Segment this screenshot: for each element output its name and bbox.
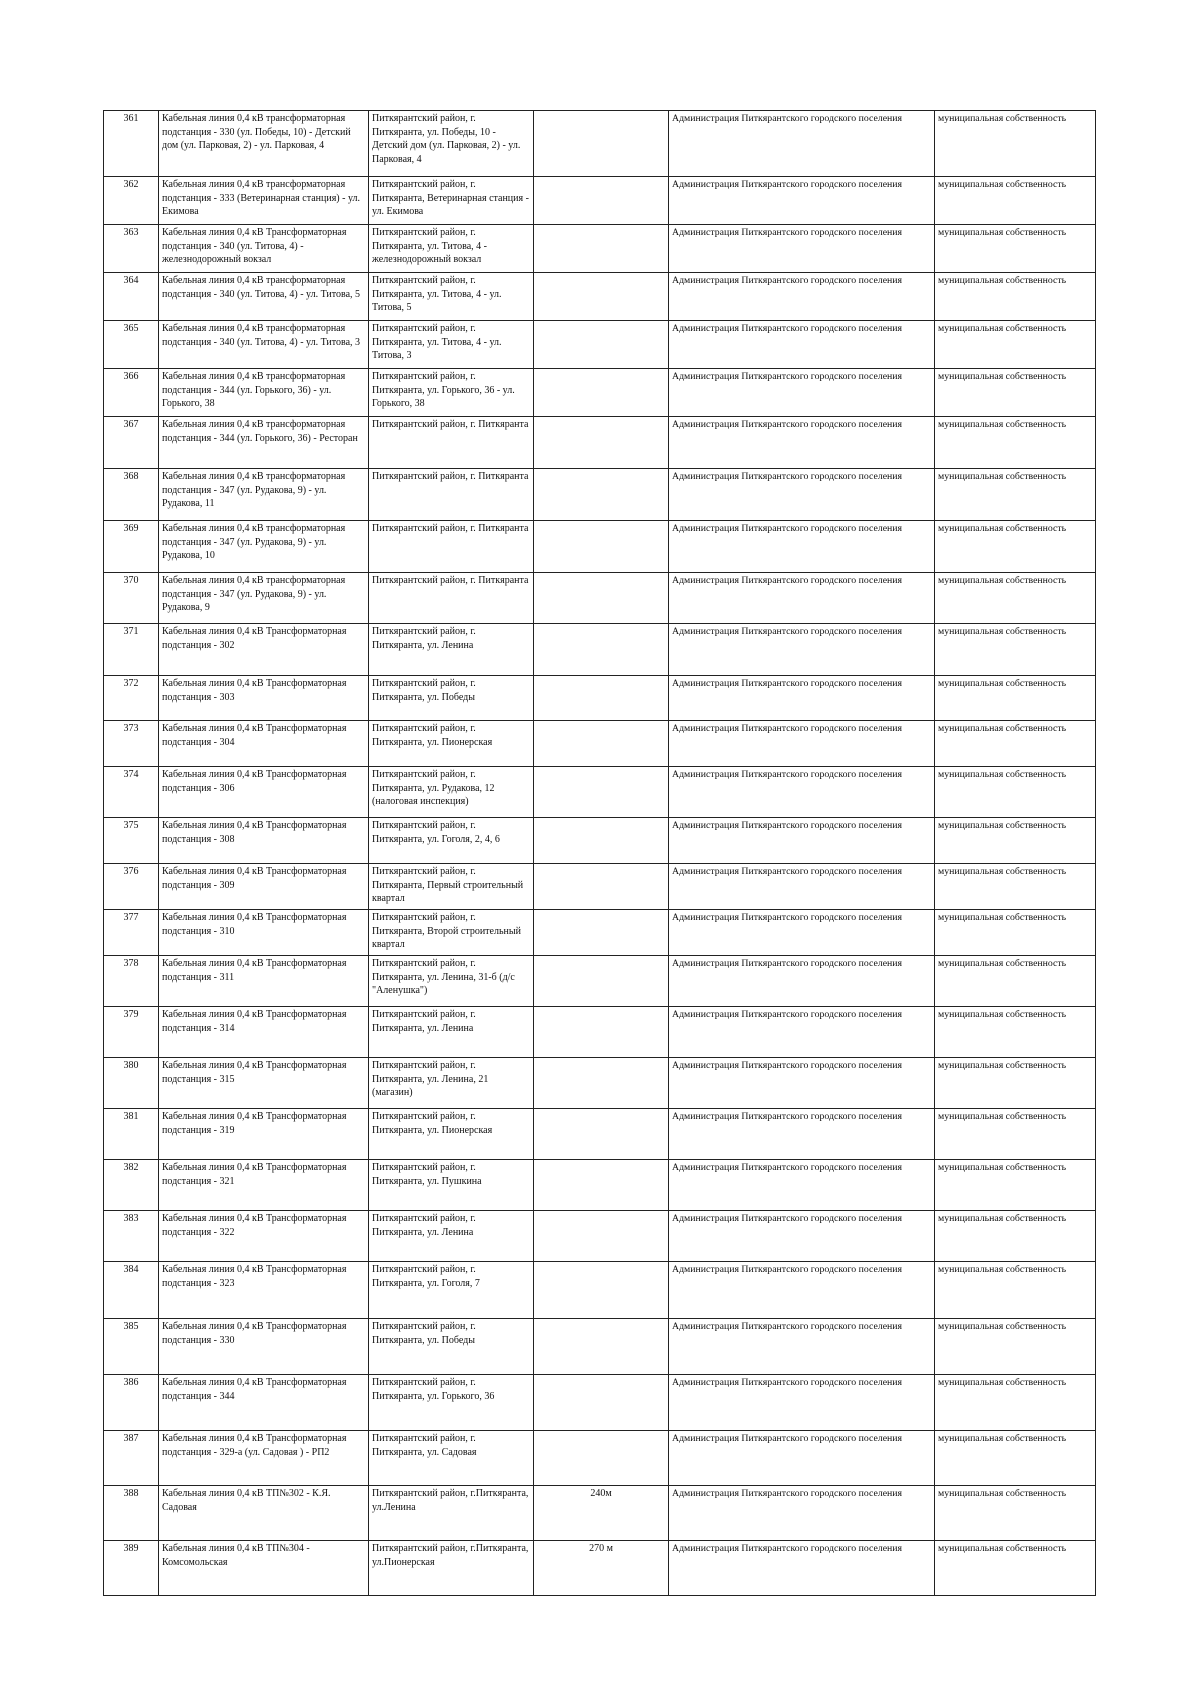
object-length <box>534 1109 669 1160</box>
table-row <box>104 624 1096 676</box>
row-number: 377 <box>104 910 159 956</box>
ownership-type: муниципальная собственность <box>935 624 1096 676</box>
object-owner: Администрация Питкярантского городского поселения <box>669 225 935 273</box>
object-name: Кабельная линия 0,4 кВ Трансформаторная подстанция - 315 <box>159 1058 369 1109</box>
object-length <box>534 818 669 864</box>
row-number: 389 <box>104 1541 159 1596</box>
row-number: 373 <box>104 721 159 767</box>
object-address: Питкярантский район, г. Питкяранта, ул. Горького, 36 <box>369 1375 534 1431</box>
table-row <box>104 111 1096 177</box>
object-length <box>534 417 669 469</box>
object-address: Питкярантский район, г. Питкяранта, ул. Титова, 4 - ул. Титова, 3 <box>369 321 534 369</box>
row-number: 387 <box>104 1431 159 1486</box>
ownership-type: муниципальная собственность <box>935 321 1096 369</box>
object-name: Кабельная линия 0,4 кВ Трансформаторная подстанция - 340 (ул. Титова, 4) - железнодорожный вокзал <box>159 225 369 273</box>
object-owner: Администрация Питкярантского городского поселения <box>669 818 935 864</box>
object-length <box>534 1319 669 1375</box>
object-name: Кабельная линия 0,4 кВ Трансформаторная подстанция - 302 <box>159 624 369 676</box>
object-address: Питкярантский район, г. Питкяранта <box>369 469 534 521</box>
row-number: 365 <box>104 321 159 369</box>
table-row <box>104 956 1096 1007</box>
object-owner: Администрация Питкярантского городского поселения <box>669 864 935 910</box>
table-row <box>104 721 1096 767</box>
object-address: Питкярантский район, г. Питкяранта, ул. Ленина, 21 (магазин) <box>369 1058 534 1109</box>
object-name: Кабельная линия 0,4 кВ Трансформаторная подстанция - 314 <box>159 1007 369 1058</box>
object-address: Питкярантский район, г. Питкяранта, Ветеринарная станция - ул. Екимова <box>369 177 534 225</box>
object-length <box>534 369 669 417</box>
object-owner: Администрация Питкярантского городского поселения <box>669 1319 935 1375</box>
object-name: Кабельная линия 0,4 кВ Трансформаторная подстанция - 310 <box>159 910 369 956</box>
ownership-type: муниципальная собственность <box>935 1375 1096 1431</box>
row-number: 371 <box>104 624 159 676</box>
ownership-type: муниципальная собственность <box>935 369 1096 417</box>
ownership-type: муниципальная собственность <box>935 956 1096 1007</box>
object-name: Кабельная линия 0,4 кВ трансформаторная подстанция - 340 (ул. Титова, 4) - ул. Титова, 3 <box>159 321 369 369</box>
object-name: Кабельная линия 0,4 кВ Трансформаторная подстанция - 329-а (ул. Садовая ) - РП2 <box>159 1431 369 1486</box>
row-number: 362 <box>104 177 159 225</box>
ownership-type: муниципальная собственность <box>935 1541 1096 1596</box>
row-number: 375 <box>104 818 159 864</box>
table-row <box>104 1262 1096 1319</box>
ownership-type: муниципальная собственность <box>935 676 1096 721</box>
object-length <box>534 225 669 273</box>
object-name: Кабельная линия 0,4 кВ трансформаторная подстанция - 340 (ул. Титова, 4) - ул. Титова, 5 <box>159 273 369 321</box>
object-owner: Администрация Питкярантского городского поселения <box>669 1211 935 1262</box>
object-owner: Администрация Питкярантского городского поселения <box>669 1109 935 1160</box>
object-address: Питкярантский район, г. Питкяранта, ул. Гоголя, 2, 4, 6 <box>369 818 534 864</box>
object-address: Питкярантский район, г. Питкяранта, ул. Пушкина <box>369 1160 534 1211</box>
table-row <box>104 1541 1096 1596</box>
object-owner: Администрация Питкярантского городского поселения <box>669 676 935 721</box>
object-name: Кабельная линия 0,4 кВ трансформаторная подстанция - 333 (Ветеринарная станция) - ул. Екимова <box>159 177 369 225</box>
object-name: Кабельная линия 0,4 кВ Трансформаторная подстанция - 304 <box>159 721 369 767</box>
row-number: 385 <box>104 1319 159 1375</box>
row-number: 366 <box>104 369 159 417</box>
row-number: 384 <box>104 1262 159 1319</box>
object-length <box>534 767 669 818</box>
object-length <box>534 273 669 321</box>
object-address: Питкярантский район, г. Питкяранта, ул. Рудакова, 12 (налоговая инспекция) <box>369 767 534 818</box>
ownership-type: муниципальная собственность <box>935 1319 1096 1375</box>
object-length <box>534 956 669 1007</box>
object-name: Кабельная линия 0,4 кВ Трансформаторная подстанция - 308 <box>159 818 369 864</box>
ownership-type: муниципальная собственность <box>935 1160 1096 1211</box>
object-owner: Администрация Питкярантского городского поселения <box>669 1007 935 1058</box>
object-length <box>534 1007 669 1058</box>
object-name: Кабельная линия 0,4 кВ трансформаторная подстанция - 344 (ул. Горького, 36) - Ресторан <box>159 417 369 469</box>
object-owner: Администрация Питкярантского городского поселения <box>669 1486 935 1541</box>
row-number: 386 <box>104 1375 159 1431</box>
object-name: Кабельная линия 0,4 кВ трансформаторная подстанция - 347 (ул. Рудакова, 9) - ул. Рудакова, 9 <box>159 573 369 624</box>
object-length <box>534 573 669 624</box>
object-owner: Администрация Питкярантского городского поселения <box>669 1375 935 1431</box>
table-row <box>104 573 1096 624</box>
table-row <box>104 321 1096 369</box>
object-address: Питкярантский район, г. Питкяранта, ул. Пионерская <box>369 1109 534 1160</box>
table-row <box>104 1319 1096 1375</box>
row-number: 378 <box>104 956 159 1007</box>
ownership-type: муниципальная собственность <box>935 1431 1096 1486</box>
ownership-type: муниципальная собственность <box>935 469 1096 521</box>
table-row <box>104 676 1096 721</box>
object-owner: Администрация Питкярантского городского поселения <box>669 369 935 417</box>
object-name: Кабельная линия 0,4 кВ Трансформаторная подстанция - 344 <box>159 1375 369 1431</box>
object-length <box>534 676 669 721</box>
object-owner: Администрация Питкярантского городского поселения <box>669 767 935 818</box>
table-row <box>104 273 1096 321</box>
object-owner: Администрация Питкярантского городского поселения <box>669 1262 935 1319</box>
row-number: 372 <box>104 676 159 721</box>
property-registry-table <box>103 110 1096 1596</box>
ownership-type: муниципальная собственность <box>935 1486 1096 1541</box>
row-number: 381 <box>104 1109 159 1160</box>
ownership-type: муниципальная собственность <box>935 111 1096 177</box>
table-row <box>104 369 1096 417</box>
table-row <box>104 469 1096 521</box>
ownership-type: муниципальная собственность <box>935 864 1096 910</box>
ownership-type: муниципальная собственность <box>935 818 1096 864</box>
object-length <box>534 1160 669 1211</box>
ownership-type: муниципальная собственность <box>935 1262 1096 1319</box>
object-address: Питкярантский район, г. Питкяранта, ул. Титова, 4 - железнодорожный вокзал <box>369 225 534 273</box>
object-address: Питкярантский район, г. Питкяранта <box>369 573 534 624</box>
object-owner: Администрация Питкярантского городского поселения <box>669 1431 935 1486</box>
table-row <box>104 1160 1096 1211</box>
object-length <box>534 469 669 521</box>
table-row <box>104 1109 1096 1160</box>
object-length <box>534 177 669 225</box>
object-address: Питкярантский район, г. Питкяранта, ул. Ленина, 31-б (д/с "Аленушка") <box>369 956 534 1007</box>
object-address: Питкярантский район, г. Питкяранта, ул. Победы, 10 - Детский дом (ул. Парковая, 2) - ул. Парковая, 4 <box>369 111 534 177</box>
row-number: 388 <box>104 1486 159 1541</box>
object-address: Питкярантский район, г. Питкяранта, ул. Ленина <box>369 624 534 676</box>
object-address: Питкярантский район, г. Питкяранта <box>369 521 534 573</box>
ownership-type: муниципальная собственность <box>935 521 1096 573</box>
object-length <box>534 864 669 910</box>
object-length: 240м <box>534 1486 669 1541</box>
row-number: 370 <box>104 573 159 624</box>
table-row <box>104 417 1096 469</box>
object-name: Кабельная линия 0,4 кВ Трансформаторная подстанция - 306 <box>159 767 369 818</box>
object-owner: Администрация Питкярантского городского поселения <box>669 177 935 225</box>
ownership-type: муниципальная собственность <box>935 177 1096 225</box>
object-length <box>534 111 669 177</box>
object-length: 270 м <box>534 1541 669 1596</box>
object-owner: Администрация Питкярантского городского поселения <box>669 573 935 624</box>
ownership-type: муниципальная собственность <box>935 1109 1096 1160</box>
object-address: Питкярантский район, г. Питкяранта, ул. Гоголя, 7 <box>369 1262 534 1319</box>
object-owner: Администрация Питкярантского городского поселения <box>669 624 935 676</box>
object-address: Питкярантский район, г. Питкяранта, ул. Садовая <box>369 1431 534 1486</box>
object-owner: Администрация Питкярантского городского поселения <box>669 1058 935 1109</box>
ownership-type: муниципальная собственность <box>935 225 1096 273</box>
object-length <box>534 1211 669 1262</box>
object-name: Кабельная линия 0,4 кВ Трансформаторная подстанция - 323 <box>159 1262 369 1319</box>
object-length <box>534 721 669 767</box>
table-row <box>104 818 1096 864</box>
object-address: Питкярантский район, г.Питкяранта, ул.Ленина <box>369 1486 534 1541</box>
object-address: Питкярантский район, г. Питкяранта, ул. Пионерская <box>369 721 534 767</box>
object-name: Кабельная линия 0,4 кВ ТП№302 - К.Я. Садовая <box>159 1486 369 1541</box>
table-row <box>104 177 1096 225</box>
object-name: Кабельная линия 0,4 кВ трансформаторная подстанция - 344 (ул. Горького, 36) - ул. Горького, 38 <box>159 369 369 417</box>
object-name: Кабельная линия 0,4 кВ Трансформаторная подстанция - 330 <box>159 1319 369 1375</box>
object-address: Питкярантский район, г. Питкяранта, Второй строительный квартал <box>369 910 534 956</box>
row-number: 368 <box>104 469 159 521</box>
row-number: 367 <box>104 417 159 469</box>
table-row <box>104 1375 1096 1431</box>
object-length <box>534 1058 669 1109</box>
row-number: 383 <box>104 1211 159 1262</box>
object-owner: Администрация Питкярантского городского поселения <box>669 721 935 767</box>
ownership-type: муниципальная собственность <box>935 910 1096 956</box>
object-address: Питкярантский район, г. Питкяранта, ул. Ленина <box>369 1211 534 1262</box>
table-row <box>104 1058 1096 1109</box>
ownership-type: муниципальная собственность <box>935 1058 1096 1109</box>
table-row <box>104 1007 1096 1058</box>
object-address: Питкярантский район, г. Питкяранта, ул. Победы <box>369 676 534 721</box>
object-name: Кабельная линия 0,4 кВ трансформаторная подстанция - 347 (ул. Рудакова, 9) - ул. Рудакова, 10 <box>159 521 369 573</box>
object-name: Кабельная линия 0,4 кВ трансформаторная подстанция - 330 (ул. Победы, 10) - Детский дом (ул. Парковая, 2) - ул. Парковая, 4 <box>159 111 369 177</box>
object-owner: Администрация Питкярантского городского поселения <box>669 1541 935 1596</box>
object-name: Кабельная линия 0,4 кВ Трансформаторная подстанция - 303 <box>159 676 369 721</box>
object-address: Питкярантский район, г. Питкяранта, Первый строительный квартал <box>369 864 534 910</box>
table-row <box>104 910 1096 956</box>
object-name: Кабельная линия 0,4 кВ Трансформаторная подстанция - 321 <box>159 1160 369 1211</box>
object-owner: Администрация Питкярантского городского поселения <box>669 956 935 1007</box>
object-name: Кабельная линия 0,4 кВ трансформаторная подстанция - 347 (ул. Рудакова, 9) - ул. Рудакова, 11 <box>159 469 369 521</box>
row-number: 382 <box>104 1160 159 1211</box>
object-owner: Администрация Питкярантского городского поселения <box>669 273 935 321</box>
ownership-type: муниципальная собственность <box>935 1211 1096 1262</box>
ownership-type: муниципальная собственность <box>935 273 1096 321</box>
row-number: 376 <box>104 864 159 910</box>
object-owner: Администрация Питкярантского городского поселения <box>669 469 935 521</box>
object-length <box>534 1431 669 1486</box>
object-length <box>534 910 669 956</box>
registry-table-body <box>104 111 1096 1596</box>
object-length <box>534 521 669 573</box>
ownership-type: муниципальная собственность <box>935 417 1096 469</box>
row-number: 380 <box>104 1058 159 1109</box>
ownership-type: муниципальная собственность <box>935 573 1096 624</box>
row-number: 363 <box>104 225 159 273</box>
object-name: Кабельная линия 0,4 кВ Трансформаторная подстанция - 322 <box>159 1211 369 1262</box>
row-number: 361 <box>104 111 159 177</box>
object-address: Питкярантский район, г. Питкяранта <box>369 417 534 469</box>
table-row <box>104 521 1096 573</box>
object-owner: Администрация Питкярантского городского поселения <box>669 417 935 469</box>
object-address: Питкярантский район, г. Питкяранта, ул. Титова, 4 - ул. Титова, 5 <box>369 273 534 321</box>
row-number: 374 <box>104 767 159 818</box>
object-name: Кабельная линия 0,4 кВ ТП№304 - Комсомольская <box>159 1541 369 1596</box>
object-address: Питкярантский район, г. Питкяранта, ул. Горького, 36 - ул. Горького, 38 <box>369 369 534 417</box>
ownership-type: муниципальная собственность <box>935 1007 1096 1058</box>
object-length <box>534 1262 669 1319</box>
table-row <box>104 1486 1096 1541</box>
table-row <box>104 767 1096 818</box>
object-length <box>534 624 669 676</box>
row-number: 369 <box>104 521 159 573</box>
object-owner: Администрация Питкярантского городского поселения <box>669 910 935 956</box>
object-name: Кабельная линия 0,4 кВ Трансформаторная подстанция - 319 <box>159 1109 369 1160</box>
object-owner: Администрация Питкярантского городского поселения <box>669 111 935 177</box>
table-row <box>104 864 1096 910</box>
object-length <box>534 1375 669 1431</box>
row-number: 364 <box>104 273 159 321</box>
object-name: Кабельная линия 0,4 кВ Трансформаторная подстанция - 311 <box>159 956 369 1007</box>
row-number: 379 <box>104 1007 159 1058</box>
object-owner: Администрация Питкярантского городского поселения <box>669 521 935 573</box>
object-owner: Администрация Питкярантского городского поселения <box>669 1160 935 1211</box>
object-name: Кабельная линия 0,4 кВ Трансформаторная подстанция - 309 <box>159 864 369 910</box>
table-row <box>104 1211 1096 1262</box>
table-row <box>104 225 1096 273</box>
object-length <box>534 321 669 369</box>
object-address: Питкярантский район, г.Питкяранта, ул.Пионерская <box>369 1541 534 1596</box>
object-owner: Администрация Питкярантского городского поселения <box>669 321 935 369</box>
table-row <box>104 1431 1096 1486</box>
object-address: Питкярантский район, г. Питкяранта, ул. Ленина <box>369 1007 534 1058</box>
ownership-type: муниципальная собственность <box>935 721 1096 767</box>
ownership-type: муниципальная собственность <box>935 767 1096 818</box>
object-address: Питкярантский район, г. Питкяранта, ул. Победы <box>369 1319 534 1375</box>
